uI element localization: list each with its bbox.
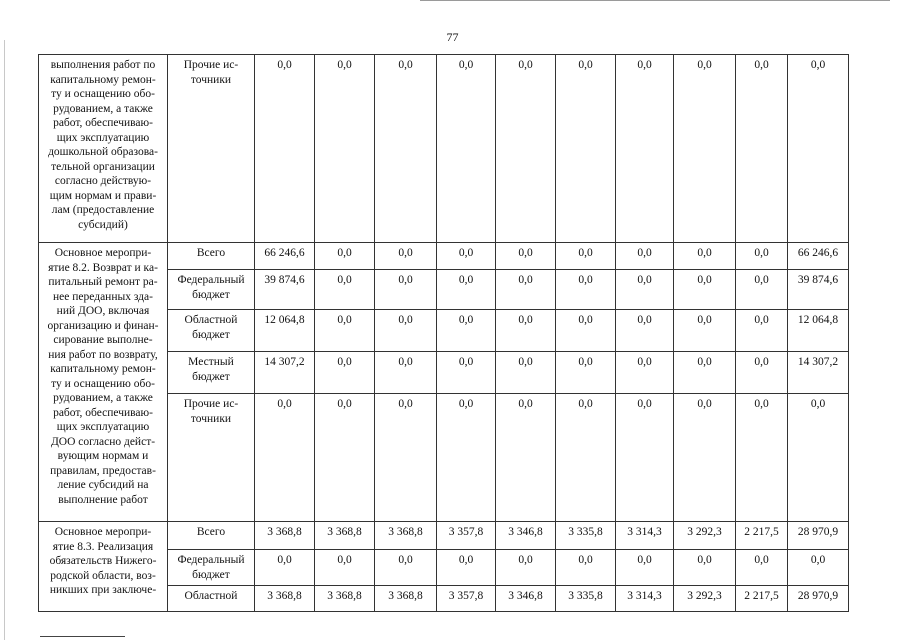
value-cell: 0,0: [616, 270, 674, 310]
value-cell: 66 246,6: [255, 243, 315, 270]
value-cell: 3 368,8: [255, 522, 315, 550]
scan-margin-line: [4, 40, 5, 640]
value-cell: 66 246,6: [788, 243, 849, 270]
value-cell: 28 970,9: [788, 586, 849, 612]
value-cell: 0,0: [375, 394, 437, 522]
value-cell: 0,0: [437, 243, 496, 270]
value-cell: 3 368,8: [315, 586, 375, 612]
value-cell: 0,0: [556, 310, 616, 352]
value-cell: 0,0: [616, 310, 674, 352]
value-cell: 0,0: [674, 243, 736, 270]
value-cell: 0,0: [315, 394, 375, 522]
budget-table: [38, 54, 849, 612]
value-cell: 3 346,8: [496, 586, 556, 612]
value-cell: 2 217,5: [736, 586, 788, 612]
value-cell: 0,0: [616, 394, 674, 522]
value-cell: 0,0: [315, 270, 375, 310]
value-cell: 0,0: [674, 55, 736, 243]
value-cell: 0,0: [496, 352, 556, 394]
value-cell: 0,0: [496, 270, 556, 310]
value-cell: 0,0: [437, 55, 496, 243]
value-cell: 0,0: [496, 243, 556, 270]
value-cell: 28 970,9: [788, 522, 849, 550]
funding-source: Федеральный бюджет: [168, 270, 255, 310]
measure-description: Основное меропри- ятие 8.2. Возврат и ка- питальный ремонт ра- нее переданных зда- ний ДОО, включая организацию и финан- сирование выполне- ния работ по возврату, капитальному ремон- ту и оснащению обо- рудованием, а также работ, обеспечиваю- щих эксплуатацию ДОО согласно дейст- вующим нормам и правилам, предостав- ление субсидий на выполнение работ: [39, 243, 168, 522]
value-cell: 14 307,2: [255, 352, 315, 394]
value-cell: 0,0: [736, 243, 788, 270]
value-cell: 0,0: [496, 310, 556, 352]
value-cell: 0,0: [674, 352, 736, 394]
value-cell: 0,0: [437, 394, 496, 522]
value-cell: 3 357,8: [437, 522, 496, 550]
value-cell: 0,0: [315, 550, 375, 586]
value-cell: 0,0: [736, 270, 788, 310]
value-cell: 0,0: [375, 243, 437, 270]
value-cell: 0,0: [375, 270, 437, 310]
measure-description: выполнения работ по капитальному ремон- ту и оснащению обо- рудованием, а также работ, обеспечиваю- щих эксплуатацию дошкольной образова- тельной организации согласно действую- щим нормам и прави- лам (предоставление субсидий): [39, 55, 168, 243]
value-cell: 3 314,3: [616, 522, 674, 550]
table-row: [39, 522, 849, 550]
value-cell: 0,0: [496, 550, 556, 586]
funding-source: Местный бюджет: [168, 352, 255, 394]
value-cell: 0,0: [674, 394, 736, 522]
value-cell: 12 064,8: [255, 310, 315, 352]
value-cell: 0,0: [736, 394, 788, 522]
value-cell: 0,0: [788, 55, 849, 243]
value-cell: 14 307,2: [788, 352, 849, 394]
value-cell: 0,0: [496, 394, 556, 522]
value-cell: 0,0: [315, 310, 375, 352]
top-rule: [420, 0, 890, 1]
value-cell: 39 874,6: [255, 270, 315, 310]
value-cell: 2 217,5: [736, 522, 788, 550]
value-cell: 0,0: [674, 270, 736, 310]
value-cell: 0,0: [616, 352, 674, 394]
table-row: [39, 55, 849, 243]
measure-description: Основное меропри- ятие 8.3. Реализация обязательств Нижего- родской области, воз- никших при заключе-: [39, 522, 168, 612]
funding-source: Федеральный бюджет: [168, 550, 255, 586]
value-cell: 3 346,8: [496, 522, 556, 550]
value-cell: 0,0: [375, 352, 437, 394]
value-cell: 0,0: [736, 55, 788, 243]
funding-source: Областной: [168, 586, 255, 612]
value-cell: 3 292,3: [674, 522, 736, 550]
funding-source: Областной бюджет: [168, 310, 255, 352]
value-cell: 0,0: [437, 352, 496, 394]
bottom-rule: [40, 636, 125, 637]
value-cell: 0,0: [315, 352, 375, 394]
value-cell: 0,0: [556, 550, 616, 586]
value-cell: 0,0: [556, 394, 616, 522]
value-cell: 0,0: [616, 550, 674, 586]
value-cell: 0,0: [788, 394, 849, 522]
value-cell: 0,0: [674, 550, 736, 586]
value-cell: 3 314,3: [616, 586, 674, 612]
value-cell: 39 874,6: [788, 270, 849, 310]
value-cell: 0,0: [674, 310, 736, 352]
value-cell: 0,0: [556, 270, 616, 310]
value-cell: 0,0: [315, 55, 375, 243]
value-cell: 0,0: [375, 310, 437, 352]
value-cell: 0,0: [736, 310, 788, 352]
funding-source: Всего: [168, 522, 255, 550]
value-cell: 3 368,8: [315, 522, 375, 550]
funding-source: Прочие ис- точники: [168, 55, 255, 243]
value-cell: 0,0: [616, 243, 674, 270]
value-cell: 0,0: [556, 55, 616, 243]
value-cell: 0,0: [496, 55, 556, 243]
value-cell: 3 335,8: [556, 586, 616, 612]
value-cell: 0,0: [375, 55, 437, 243]
value-cell: 3 292,3: [674, 586, 736, 612]
value-cell: 0,0: [736, 352, 788, 394]
value-cell: 3 357,8: [437, 586, 496, 612]
value-cell: 0,0: [437, 270, 496, 310]
table-body: [39, 55, 849, 612]
value-cell: 0,0: [437, 310, 496, 352]
page-number: 77: [446, 30, 459, 44]
value-cell: 3 368,8: [255, 586, 315, 612]
value-cell: 12 064,8: [788, 310, 849, 352]
value-cell: 0,0: [375, 550, 437, 586]
value-cell: 0,0: [736, 550, 788, 586]
value-cell: 0,0: [255, 550, 315, 586]
table-row: [39, 243, 849, 270]
value-cell: 0,0: [556, 352, 616, 394]
value-cell: 0,0: [255, 394, 315, 522]
value-cell: 0,0: [556, 243, 616, 270]
value-cell: 3 368,8: [375, 586, 437, 612]
funding-source: Всего: [168, 243, 255, 270]
value-cell: 0,0: [315, 243, 375, 270]
value-cell: 3 335,8: [556, 522, 616, 550]
value-cell: 3 368,8: [375, 522, 437, 550]
value-cell: 0,0: [616, 55, 674, 243]
funding-source: Прочие ис- точники: [168, 394, 255, 522]
value-cell: 0,0: [437, 550, 496, 586]
value-cell: 0,0: [255, 55, 315, 243]
value-cell: 0,0: [788, 550, 849, 586]
